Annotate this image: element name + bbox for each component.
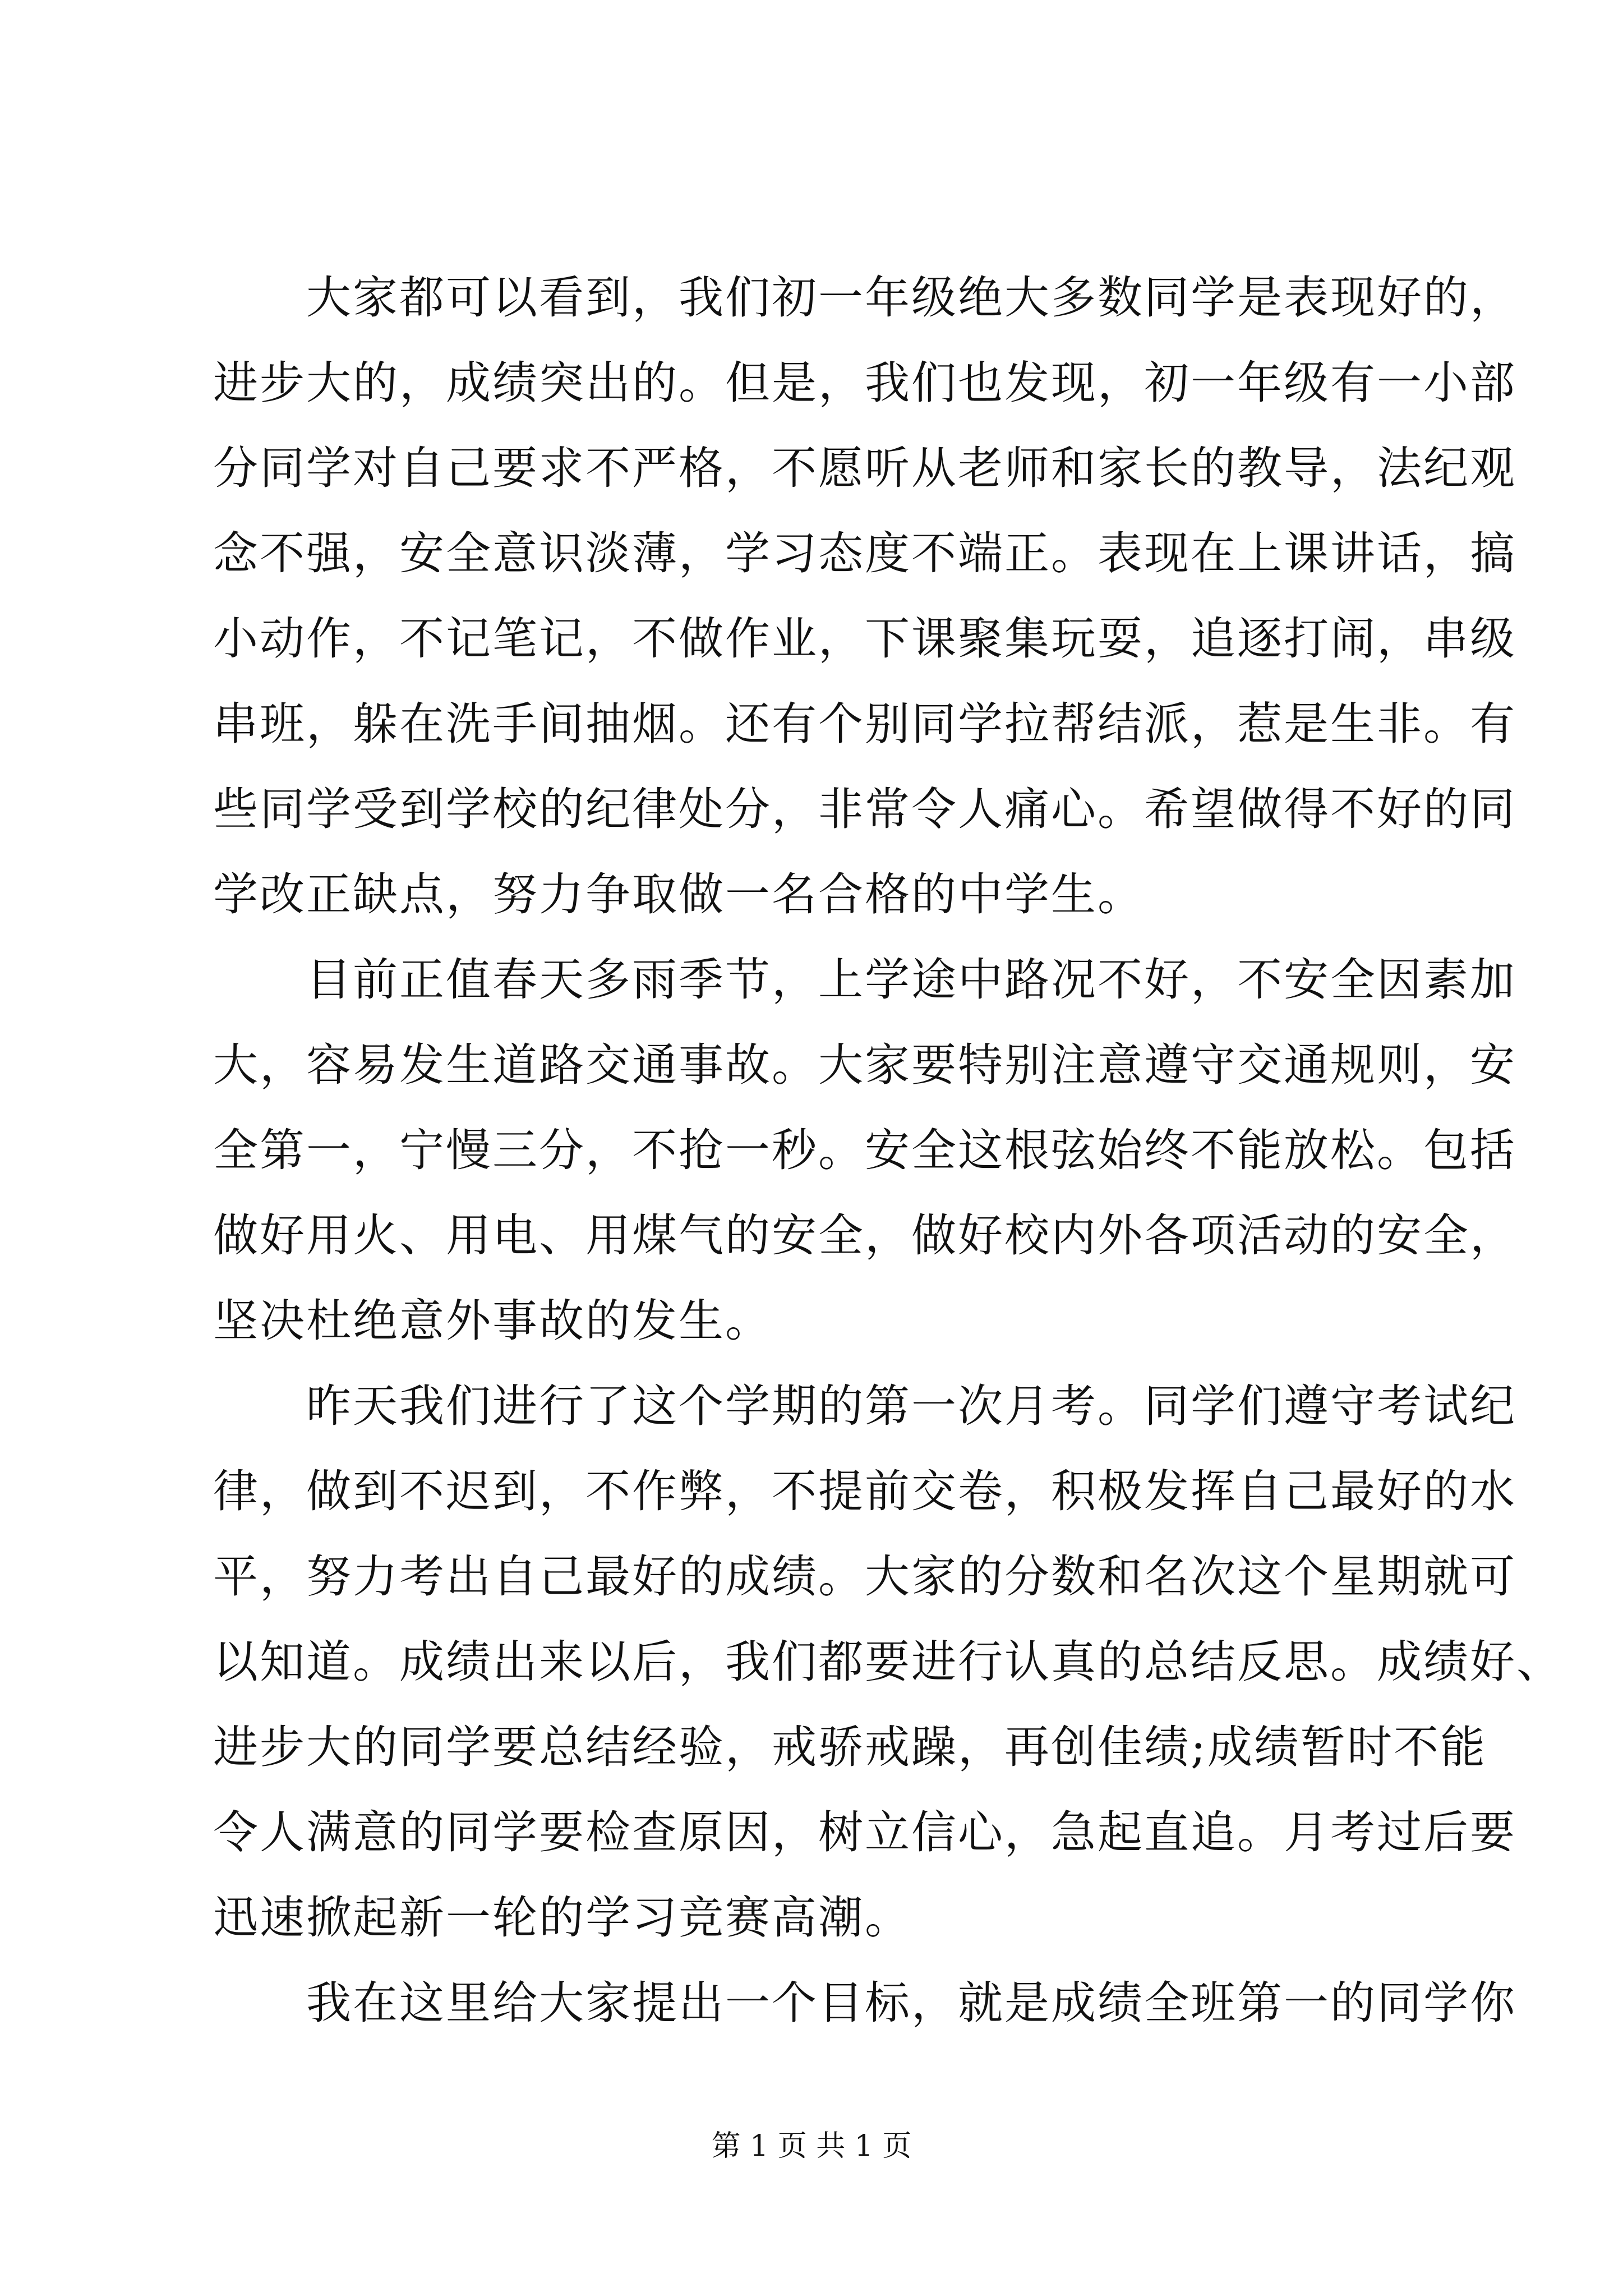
text-line: 些同学受到学校的纪律处分，非常令人痛心。希望做得不好的同 <box>213 783 1516 835</box>
text-line: 目前正值春天多雨季节，上学途中路况不好，不安全因素加 <box>213 954 1516 1006</box>
text-line: 昨天我们进行了这个学期的第一次月考。同学们遵守考试纪 <box>213 1380 1516 1432</box>
text-line: 做好用火、用电、用煤气的安全，做好校内外各项活动的安全， <box>213 1209 1516 1262</box>
text-line: 学改正缺点，努力争取做一名合格的中学生。 <box>213 868 1144 921</box>
text-line: 令人满意的同学要检查原因，树立信心，急起直追。月考过后要 <box>213 1806 1516 1858</box>
page-number-footer: 第 1 页 共 1 页 <box>711 2129 912 2163</box>
text-line: 迅速掀起新一轮的学习竞赛高潮。 <box>213 1892 911 1944</box>
text-line: 串班，躲在洗手间抽烟。还有个别同学拉帮结派，惹是生非。有 <box>213 698 1516 750</box>
text-line: 分同学对自己要求不严格，不愿听从老师和家长的教导，法纪观 <box>213 442 1516 494</box>
body-text <box>213 255 1563 2046</box>
text-line: 大，容易发生道路交通事故。大家要特别注意遵守交通规则，安 <box>213 1039 1516 1091</box>
text-line: 律，做到不迟到，不作弊，不提前交卷，积极发挥自己最好的水 <box>213 1465 1516 1517</box>
text-line: 平，努力考出自己最好的成绩。大家的分数和名次这个星期就可 <box>213 1550 1516 1603</box>
text-line: 念不强，安全意识淡薄，学习态度不端正。表现在上课讲话，搞 <box>213 527 1516 579</box>
text-line: 小动作，不记笔记，不做作业，下课聚集玩耍，追逐打闹，串级 <box>213 613 1516 665</box>
text-line: 全第一，宁慢三分，不抢一秒。安全这根弦始终不能放松。包括 <box>213 1124 1516 1176</box>
text-line: 进步大的同学要总结经验，戒骄戒躁，再创佳绩;成绩暂时不能 <box>213 1721 1487 1773</box>
text-line: 我在这里给大家提出一个目标，就是成绩全班第一的同学你 <box>213 1977 1516 2029</box>
text-line: 坚决杜绝意外事故的发生。 <box>213 1295 772 1347</box>
text-line: 大家都可以看到，我们初一年级绝大多数同学是表现好的， <box>213 272 1516 324</box>
text-line: 进步大的，成绩突出的。但是，我们也发现，初一年级有一小部 <box>213 357 1516 409</box>
text-line: 以知道。成绩出来以后，我们都要进行认真的总结反思。成绩好、 <box>213 1636 1563 1688</box>
